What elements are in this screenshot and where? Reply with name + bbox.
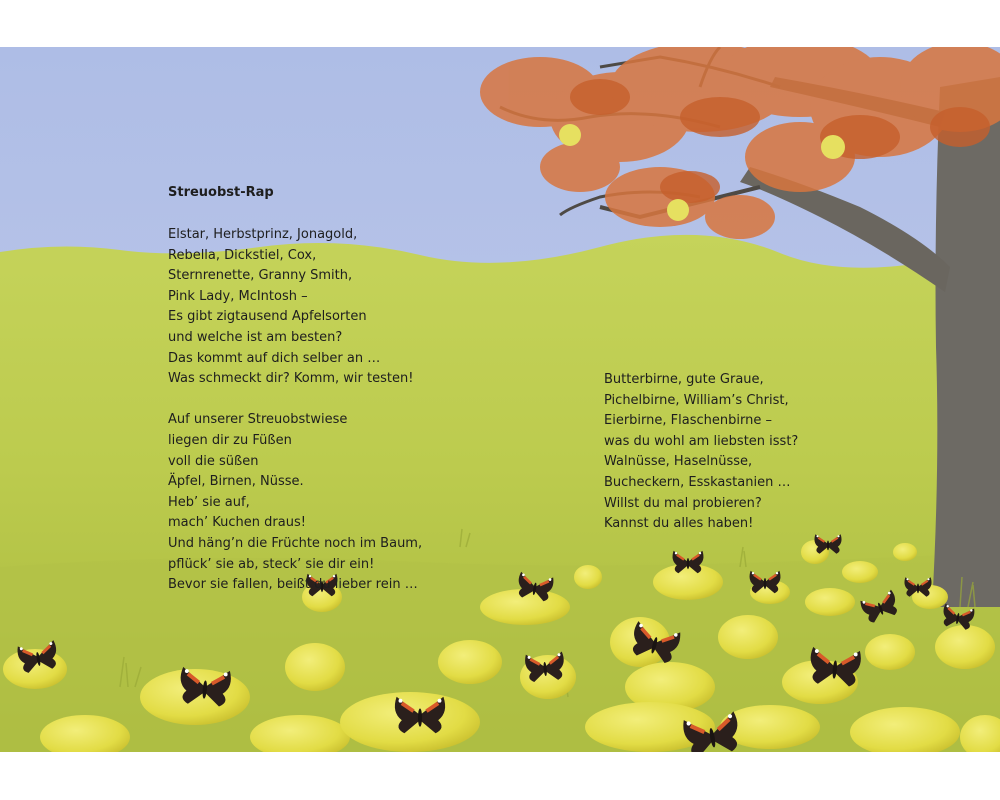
stanza-gap <box>168 390 422 411</box>
poem-line: Es gibt zigtausend Apfelsorten <box>168 309 367 325</box>
poem-left-column <box>168 225 422 596</box>
poem-line: Kannst du alles haben! <box>604 516 754 532</box>
pear-icon <box>893 543 917 561</box>
pear-icon <box>574 565 602 589</box>
poem-line: Bevor sie fallen, beißt du lieber rein … <box>168 577 418 593</box>
poem-line: Walnüsse, Haselnüsse, <box>604 454 753 470</box>
pear-icon <box>653 564 723 600</box>
poem-line: liegen dir zu Füßen <box>168 432 292 448</box>
pear-icon <box>935 625 995 669</box>
poem-line: pflück’ sie ab, steck’ sie dir ein! <box>168 556 375 572</box>
book-spread <box>0 47 1000 752</box>
poem-line: Heb’ sie auf, <box>168 494 250 510</box>
poem-title: Streuobst-Rap <box>168 185 274 200</box>
poem-line: und welche ist am besten? <box>168 329 343 345</box>
poem-line: mach’ Kuchen draus! <box>168 515 306 531</box>
poem-line: Äpfel, Birnen, Nüsse. <box>168 474 304 490</box>
poem-line: Eierbirne, Flaschenbirne – <box>604 413 772 429</box>
poem-line: Butterbirne, gute Graue, <box>604 372 764 387</box>
poem-line: voll die süßen <box>168 453 259 469</box>
poem-line: was du wohl am liebsten isst? <box>604 433 799 449</box>
pear-icon <box>285 643 345 691</box>
poem-line: Rebella, Dickstiel, Cox, <box>168 247 317 263</box>
poem-line: Sternrenette, Granny Smith, <box>168 268 353 284</box>
poem-line: Elstar, Herbstprinz, Jonagold, <box>168 227 358 242</box>
poem-line: Pink Lady, McIntosh – <box>168 288 308 304</box>
meadow-illustration <box>0 47 1000 752</box>
pear-icon <box>865 634 915 670</box>
pear-icon <box>805 588 855 616</box>
poem-line: Was schmeckt dir? Komm, wir testen! <box>168 371 414 387</box>
poem-line: Das kommt auf dich selber an … <box>168 350 381 366</box>
poem-right-column <box>604 370 798 535</box>
pear-icon <box>438 640 502 684</box>
poem-line: Und häng’n die Früchte noch im Baum, <box>168 535 423 551</box>
poem-line: Willst du mal probieren? <box>604 495 762 511</box>
pear-icon <box>842 561 878 583</box>
poem-line: Auf unserer Streuobstwiese <box>168 412 348 428</box>
poem-line: Pichelbirne, William’s Christ, <box>604 392 789 408</box>
pear-icon <box>718 615 778 659</box>
pear-icon <box>3 649 67 689</box>
poem-line: Bucheckern, Esskastanien … <box>604 474 791 490</box>
meadow-foreground <box>0 552 1000 752</box>
